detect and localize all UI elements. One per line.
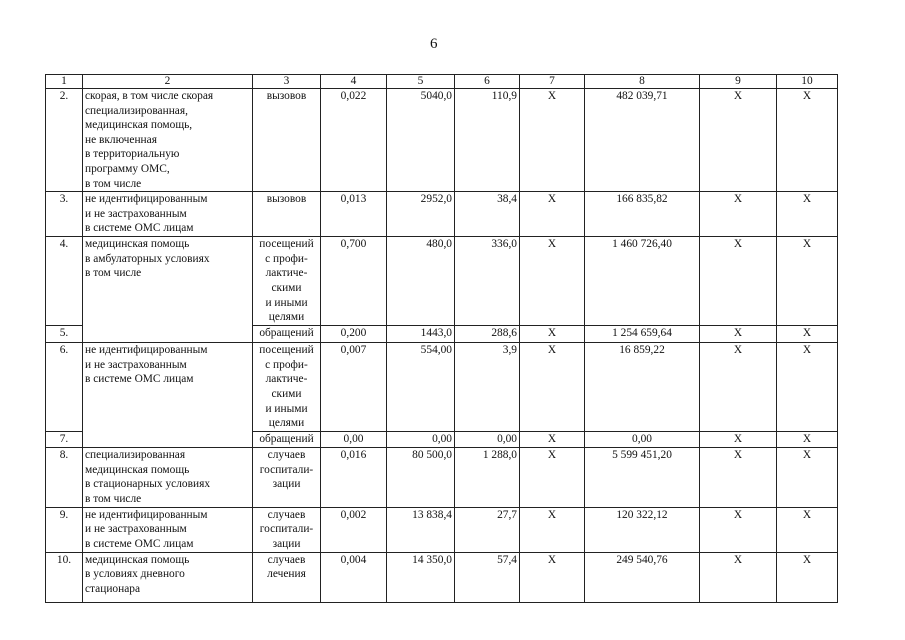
cell-col4: 0,00 — [321, 432, 387, 448]
header-cell: 8 — [585, 75, 700, 89]
table-row — [46, 192, 838, 237]
row-number: 5. — [46, 326, 83, 343]
row-unit: обращений — [253, 432, 321, 448]
cell-col5: 554,00 — [387, 343, 455, 432]
cell-col6: 3,9 — [455, 343, 520, 432]
cell-col10: X — [777, 507, 838, 552]
cell-col10: X — [777, 552, 838, 602]
row-unit: вызовов — [253, 89, 321, 192]
cell-col6: 288,6 — [455, 326, 520, 343]
cell-col8: 16 859,22 — [585, 343, 700, 432]
row-name: медицинская помощь в условиях дневного стационара — [83, 552, 253, 602]
cell-col6: 336,0 — [455, 237, 520, 326]
cell-col8: 166 835,82 — [585, 192, 700, 237]
header-row — [46, 75, 838, 89]
cell-col10: X — [777, 237, 838, 326]
cell-col4: 0,002 — [321, 507, 387, 552]
cell-col8: 5 599 451,20 — [585, 448, 700, 507]
row-number: 9. — [46, 507, 83, 552]
header-cell: 10 — [777, 75, 838, 89]
table-row — [46, 343, 838, 432]
cell-col9: X — [700, 89, 777, 192]
cell-col5: 2952,0 — [387, 192, 455, 237]
cell-col7: X — [520, 448, 585, 507]
cell-col9: X — [700, 192, 777, 237]
cell-col6: 1 288,0 — [455, 448, 520, 507]
row-name: не идентифицированным и не застрахованным в системе ОМС лицам — [83, 507, 253, 552]
cell-col4: 0,013 — [321, 192, 387, 237]
row-unit: случаев лечения — [253, 552, 321, 602]
cell-col7: X — [520, 432, 585, 448]
cell-col5: 13 838,4 — [387, 507, 455, 552]
row-number: 7. — [46, 432, 83, 448]
cell-col9: X — [700, 552, 777, 602]
header-cell: 4 — [321, 75, 387, 89]
cell-col9: X — [700, 432, 777, 448]
cell-col10: X — [777, 343, 838, 432]
cell-col4: 0,016 — [321, 448, 387, 507]
row-unit: случаев госпитали- зации — [253, 448, 321, 507]
row-name: медицинская помощь в амбулаторных условиях в том числе — [83, 237, 253, 343]
row-name: не идентифицированным и не застрахованным в системе ОМС лицам — [83, 343, 253, 448]
cell-col7: X — [520, 326, 585, 343]
cell-col5: 1443,0 — [387, 326, 455, 343]
cell-col6: 0,00 — [455, 432, 520, 448]
cell-col5: 14 350,0 — [387, 552, 455, 602]
cell-col6: 38,4 — [455, 192, 520, 237]
cell-col6: 27,7 — [455, 507, 520, 552]
cell-col5: 480,0 — [387, 237, 455, 326]
cell-col8: 120 322,12 — [585, 507, 700, 552]
cell-col7: X — [520, 237, 585, 326]
cell-col7: X — [520, 89, 585, 192]
cell-col9: X — [700, 343, 777, 432]
header-cell: 5 — [387, 75, 455, 89]
cell-col4: 0,700 — [321, 237, 387, 326]
cell-col10: X — [777, 89, 838, 192]
row-number: 6. — [46, 343, 83, 432]
row-name: специализированная медицинская помощь в стационарных условиях в том числе — [83, 448, 253, 507]
cell-col8: 249 540,76 — [585, 552, 700, 602]
row-unit: посещений с профи- лактиче- скими и иными целями — [253, 343, 321, 432]
row-unit: случаев госпитали- зации — [253, 507, 321, 552]
row-number: 10. — [46, 552, 83, 602]
cell-col6: 57,4 — [455, 552, 520, 602]
row-name: скорая, в том числе скорая специализированная, медицинская помощь, не включенная в территориальную программу ОМС, в том числе — [83, 89, 253, 192]
cell-col8: 482 039,71 — [585, 89, 700, 192]
cell-col10: X — [777, 326, 838, 343]
cell-col9: X — [700, 448, 777, 507]
row-number: 2. — [46, 89, 83, 192]
row-number: 8. — [46, 448, 83, 507]
cell-col5: 0,00 — [387, 432, 455, 448]
cell-col8: 0,00 — [585, 432, 700, 448]
page-number: 6 — [430, 36, 438, 52]
cell-col7: X — [520, 507, 585, 552]
cell-col8: 1 254 659,64 — [585, 326, 700, 343]
cell-col7: X — [520, 343, 585, 432]
header-cell: 1 — [46, 75, 83, 89]
table-row — [46, 237, 838, 326]
row-unit: обращений — [253, 326, 321, 343]
cell-col10: X — [777, 432, 838, 448]
table-row — [46, 89, 838, 192]
cell-col4: 0,007 — [321, 343, 387, 432]
table-row — [46, 448, 838, 507]
cell-col9: X — [700, 326, 777, 343]
cell-col5: 80 500,0 — [387, 448, 455, 507]
cell-col4: 0,200 — [321, 326, 387, 343]
header-cell: 9 — [700, 75, 777, 89]
header-cell: 7 — [520, 75, 585, 89]
cell-col7: X — [520, 552, 585, 602]
row-number: 3. — [46, 192, 83, 237]
cell-col9: X — [700, 507, 777, 552]
cell-col7: X — [520, 192, 585, 237]
row-unit: посещений с профи- лактиче- скими и иными целями — [253, 237, 321, 326]
cell-col10: X — [777, 448, 838, 507]
cell-col9: X — [700, 237, 777, 326]
cell-col6: 110,9 — [455, 89, 520, 192]
table-row — [46, 507, 838, 552]
header-cell: 3 — [253, 75, 321, 89]
cell-col8: 1 460 726,40 — [585, 237, 700, 326]
header-cell: 6 — [455, 75, 520, 89]
row-unit: вызовов — [253, 192, 321, 237]
cell-col4: 0,022 — [321, 89, 387, 192]
cell-col4: 0,004 — [321, 552, 387, 602]
row-name: не идентифицированным и не застрахованным в системе ОМС лицам — [83, 192, 253, 237]
cell-col10: X — [777, 192, 838, 237]
table-row — [46, 552, 838, 602]
data-table — [45, 74, 838, 603]
row-number: 4. — [46, 237, 83, 326]
header-cell: 2 — [83, 75, 253, 89]
cell-col5: 5040,0 — [387, 89, 455, 192]
